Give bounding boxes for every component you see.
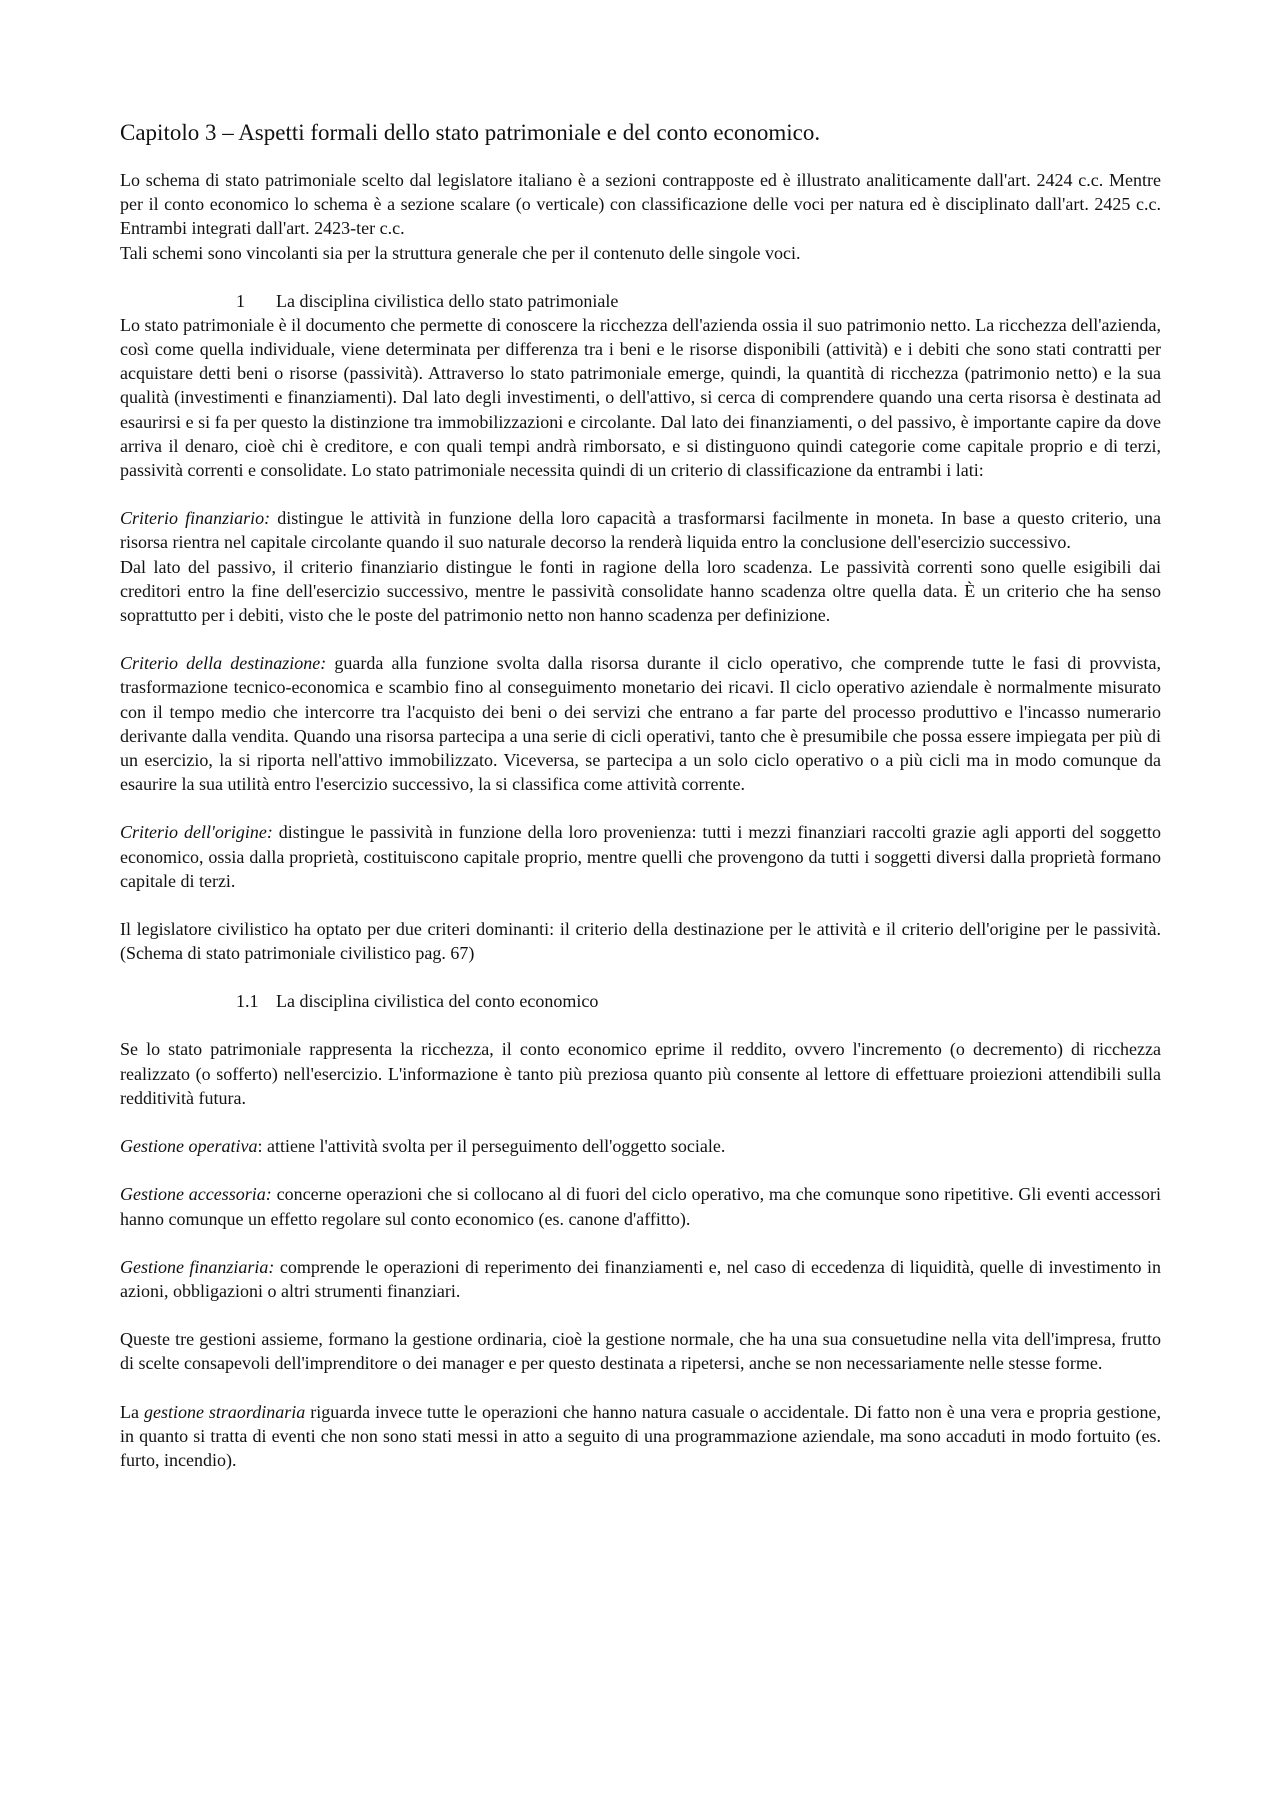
spacer [120,1110,1161,1134]
gestione-finanziaria-label: Gestione finanziaria: [120,1256,275,1277]
section-title: La disciplina civilistica dello stato patrimoniale [276,290,619,311]
gestione-operativa-text: : attiene l'attività svolta per il perseguimento dell'oggetto sociale. [257,1136,726,1157]
gestione-accessoria-text: concerne operazioni che si collocano al di fuori del ciclo operativo, ma che comunque sono ripetitive. Gli eventi accessori hanno comunque un effetto regolare sul conto economico (es. canone d'affitto). [120,1184,1161,1229]
spacer [120,893,1161,917]
spacer [120,796,1161,820]
spacer [120,627,1161,651]
page-title: Capitolo 3 – Aspetti formali dello stato patrimoniale e del conto economico. [120,120,821,145]
spacer [120,482,1161,506]
gestione-straordinaria-paragraph [120,1400,1161,1473]
gestione-operativa-paragraph [120,1134,1161,1158]
spacer [120,1158,1161,1182]
gestione-straordinaria-text: riguarda invece tutte le operazioni che hanno natura casuale o accidentale. Di fatto non è una vera e propria gestione, in quanto si tratta di eventi che non sono stati messi in atto a seguito di una programmazione aziendale, ma sono accaduti in modo fortuito (es. furto, incendio). [120,1401,1161,1470]
spacer [120,1303,1161,1327]
section-heading-1-1 [120,989,1161,1013]
section-number: 1.1 [236,991,259,1012]
spacer [120,1231,1161,1255]
gestione-finanziaria-paragraph [120,1255,1161,1303]
spacer [120,965,1161,989]
section-number: 1 [236,290,245,311]
section-title: La disciplina civilistica del conto economico [276,991,599,1012]
intro-paragraph: Lo schema di stato patrimoniale scelto dal legislatore italiano è a sezioni contrapposte ed è illustrato analiticamente dall'art. 2424 c.c. Mentre per il conto economico lo schema è a sezione scalare (o verticale) con classificazione delle voci per natura ed è disciplinato dall'art. 2425 c.c. Entrambi integrati dall'art. 2423-ter c.c. [120,170,1161,239]
gestione-finanziaria-text: comprende le operazioni di reperimento dei finanziamenti e, nel caso di eccedenza di liquidità, quelle di investimento in azioni, obbligazioni o altri strumenti finanziari. [120,1256,1161,1301]
criterio-destinazione-paragraph [120,651,1161,796]
criterio-finanziario-paragraph [120,506,1161,554]
criterio-finanziario-text: distingue le attività in funzione della loro capacità a trasformarsi facilmente in moneta. In base a questo criterio, una risorsa rientra nel capitale circolante quando il suo naturale decorso la renderà liquida entro la conclusione dell'esercizio successivo. [120,508,1162,553]
criterio-destinazione-label: Criterio della destinazione: [120,653,327,674]
gestione-straordinaria-label: gestione straordinaria [143,1401,306,1422]
spacer [120,265,1161,289]
criterio-origine-paragraph [120,820,1161,893]
gestione-accessoria-paragraph [120,1182,1161,1230]
criterio-finanziario-passivo-paragraph: Dal lato del passivo, il criterio finanziario distingue le fonti in ragione della loro scadenza. Le passività correnti sono quelle esigibili dai creditori entro la fine dell'esercizio successivo, mentre le passività consolidate hanno scadenza oltre quella data. È un criterio che ha senso soprattutto per i debiti, visto che le poste del patrimonio netto non hanno scadenza per definizione. [120,556,1161,626]
intro-paragraph-2: Tali schemi sono vincolanti sia per la struttura generale che per il contenuto delle singole voci. [120,242,801,263]
criterio-destinazione-text: guarda alla funzione svolta dalla risorsa durante il ciclo operativo, che comprende tutte le fasi di provvista, trasformazione tecnico-economica e scambio fino al conseguimento monetario dei ricavi. Il ciclo operativo aziendale è normalmente misurato con il tempo medio che intercorre tra l'acquisto dei beni o dei servizi che entrano a far parte del processo produttivo e l'incasso numerario derivante dalla vendita. Quando una risorsa partecipa a una serie di cicli operativi, tanto che è presumibile che possa essere impiegata per più di un esercizio, la si riporta nell'attivo immobilizzato. Viceversa, se partecipa a un solo ciclo operativo o a più cicli ma in modo comunque da esaurire la sua utilità entro l'esercizio successivo, la si classifica come attività corrente. [120,653,1162,795]
section-1-1-body: Se lo stato patrimoniale rappresenta la ricchezza, il conto economico eprime il reddito, ovvero l'incremento (o decremento) di ricchezza realizzato (o sofferto) nell'esercizio. L'informazione è tanto più preziosa quanto più consente al lettore di effettuare proiezioni attendibili sulla redditività futura. [120,1039,1161,1108]
criterio-origine-text: distingue le passività in funzione della loro provenienza: tutti i mezzi finanziari raccolti grazie agli apporti del soggetto economico, ossia dalla proprietà, costituiscono capitale proprio, mentre quelli che provengono da tutti i soggetti diversi dalla proprietà formano capitale di terzi. [120,822,1161,891]
document-page [120,118,1161,1472]
spacer [120,1376,1161,1400]
spacer [120,1013,1161,1037]
section-1-conclusion: Il legislatore civilistico ha optato per due criteri dominanti: il criterio della destinazione per le attività e il criterio dell'origine per le passività. (Schema di stato patrimoniale civilistico pag. 67) [120,919,1161,964]
gestione-ordinaria-paragraph: Queste tre gestioni assieme, formano la gestione ordinaria, cioè la gestione normale, che ha una sua consuetudine nella vita dell'impresa, frutto di scelte consapevoli dell'imprenditore o dei manager e per questo destinata a ripetersi, anche se non necessariamente nelle stesse forme. [120,1329,1161,1374]
gestione-straordinaria-prefix: La [120,1401,144,1422]
section-1-body: Lo stato patrimoniale è il documento che permette di conoscere la ricchezza dell'azienda ossia il suo patrimonio netto. La ricchezza dell'azienda, così come quella individuale, viene determinata per differenza tra i beni e le risorse disponibili (attività) e i debiti che sono stati contratti per acquistare detti beni o risorse (passività). Attraverso lo stato patrimoniale emerge, quindi, la quantità di ricchezza (patrimonio netto) e la sua qualità (investimenti e finanziamenti). Dal lato degli investimenti, o dell'attivo, si cerca di comprendere quando una certa risorsa è destinata ad esaurirsi e si fa per questo la distinzione tra immobilizzazioni e circolante. Dal lato dei finanziamenti, o del passivo, è importante capire da dove arriva il denaro, cioè chi è creditore, e con quali tempi andrà rimborsato, e si distinguono quindi categorie come capitale proprio e di terzi, passività correnti e consolidate. Lo stato patrimoniale necessita quindi di un criterio di classificazione da entrambi i lati: [120,314,1161,481]
section-heading-1 [120,289,1161,313]
gestione-operativa-label: Gestione operativa [120,1136,258,1157]
criterio-origine-label: Criterio dell'origine: [120,822,273,843]
gestione-accessoria-label: Gestione accessoria: [120,1184,272,1205]
criterio-finanziario-label: Criterio finanziario: [120,508,271,529]
